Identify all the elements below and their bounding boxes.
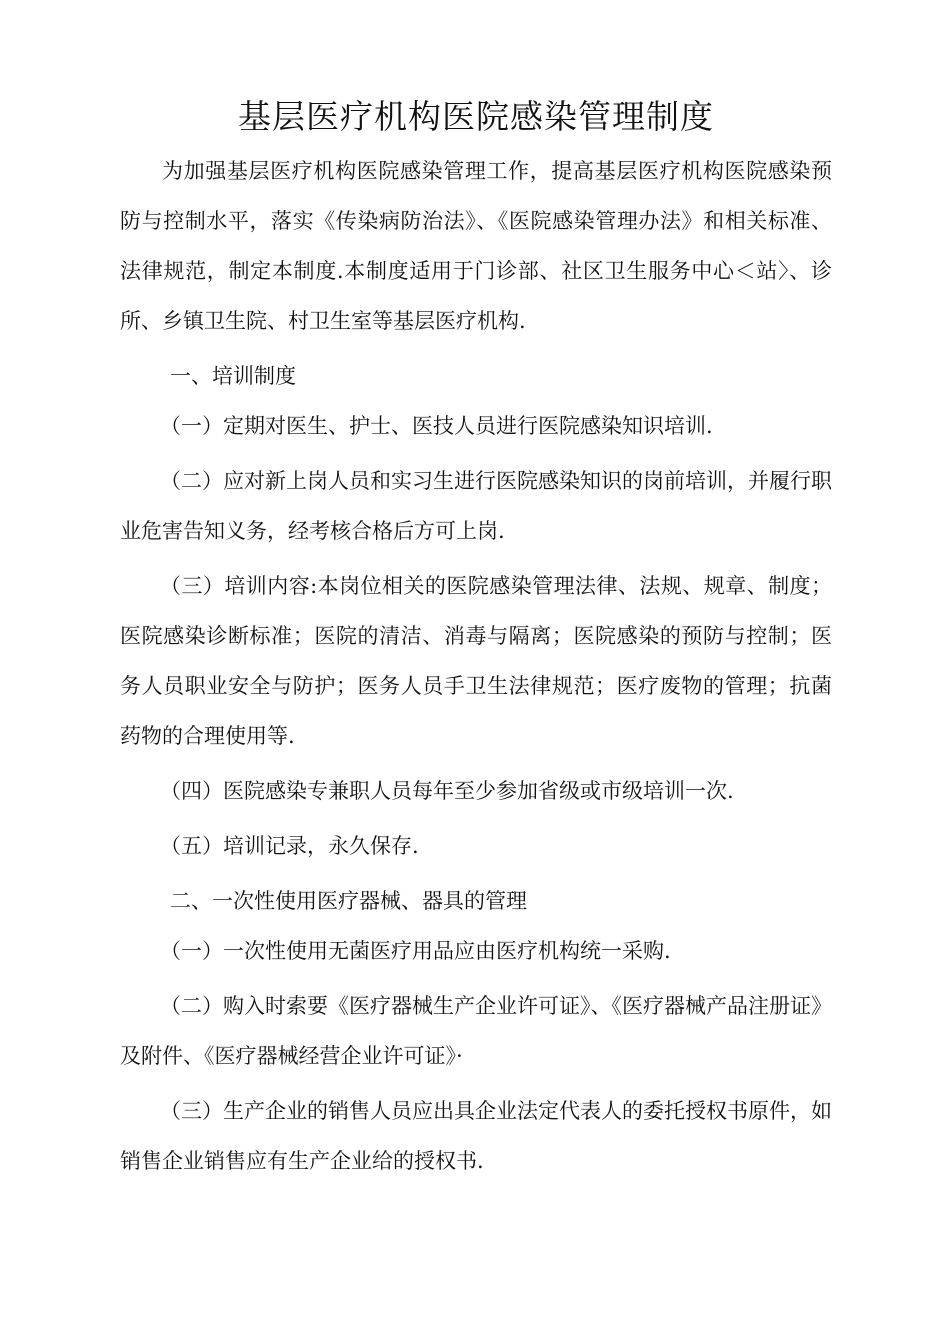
- training-item-2: （二）应对新上岗人员和实习生进行医院感染知识的岗前培训，并履行职业危害告知义务，经考核合格后方可上岗.: [120, 469, 832, 543]
- training-item-3: （三）培训内容:本岗位相关的医院感染管理法律、法规、规章、制度；医院感染诊断标准；医院的清洁、消毒与隔离；医院感染的预防与控制；医务人员职业安全与防护；医务人员手卫生法律规范；医疗废物的管理；抗菌药物的合理使用等.: [120, 574, 832, 748]
- training-item-1: （一）定期对医生、护士、医技人员进行医院感染知识培训.: [160, 414, 713, 438]
- document-title: 基层医疗机构医院感染管理制度: [238, 97, 714, 136]
- document-page: [120, 92, 832, 1191]
- training-item-5: （五）培训记录，永久保存.: [160, 834, 419, 858]
- device-item-3: （三）生产企业的销售人员应出具企业法定代表人的委托授权书原件，如销售企业销售应有生产企业给的授权书.: [120, 1099, 832, 1173]
- section-heading-disposable-devices: 二、一次性使用医疗器械、器具的管理: [170, 889, 527, 913]
- section-heading-training: 一、培训制度: [170, 364, 296, 388]
- intro-paragraph: 为加强基层医疗机构医院感染管理工作，提高基层医疗机构医院感染预防与控制水平，落实《传染病防治法》、《医院感染管理办法》和相关标准、法律规范，制定本制度.本制度适用于门诊部、社区卫生服务中心＜站〉、诊所、乡镇卫生院、村卫生室等基层医疗机构.: [120, 159, 832, 333]
- device-item-1: （一）一次性使用无菌医疗用品应由医疗机构统一采购.: [160, 939, 671, 963]
- training-item-4: （四）医院感染专兼职人员每年至少参加省级或市级培训一次.: [160, 779, 734, 803]
- device-item-2: （二）购入时索要《医疗器械生产企业许可证》、《医疗器械产品注册证》及附件、《医疗器械经营企业许可证》·: [120, 994, 832, 1068]
